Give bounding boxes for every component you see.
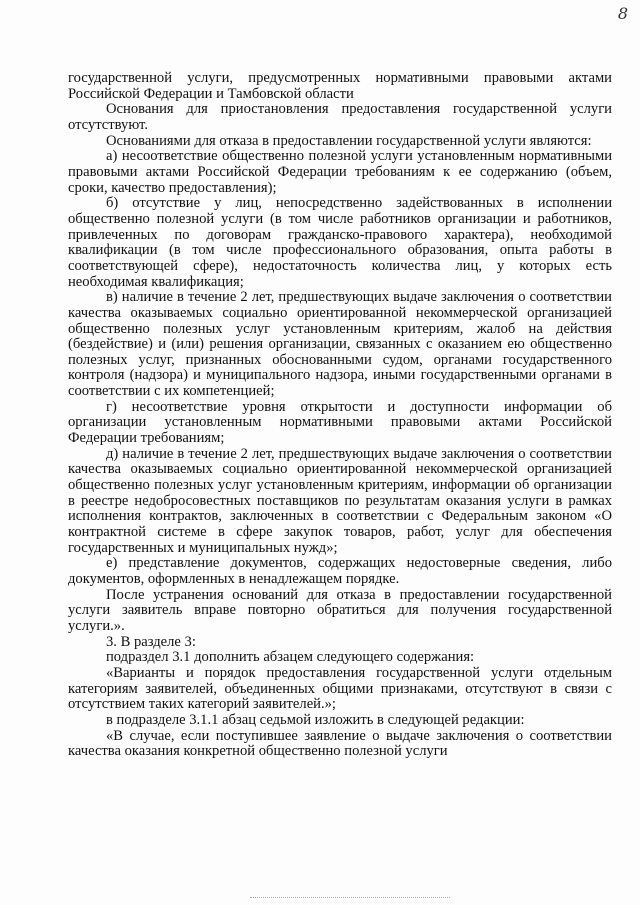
paragraph: государственной услуги, предусмотренных нормативными правовыми актами Российской Федерации и Тамбовской области xyxy=(68,70,612,102)
paragraph: д) наличие в течение 2 лет, предшествующих выдаче заключения о соответствии качества оказываемых социально ориентированной некоммерческой организацией общественно полезных услуг установленным критериям, информации об организации в реестре недобросовестных поставщиков по результатам оказания услуги в рамках исполнения контрактов, заключенных в соответствии с Федеральным законом «О контрактной системе в сфере закупок товаров, работ, услуг для обеспечения государственных и муниципальных нужд»; xyxy=(68,445,612,556)
scan-artifact-line xyxy=(250,897,450,902)
paragraph: г) несоответствие уровня открытости и доступности информации об организации установленным нормативными правовыми актами Российской Федерации требованиям; xyxy=(68,398,612,447)
paragraph: Основания для приостановления предоставления государственной услуги отсутствуют. xyxy=(68,101,612,133)
page-number: 8 xyxy=(617,4,628,23)
paragraph: а) несоответствие общественно полезной услуги установленным нормативными правовыми актами Российской Федерации требованиям к ее содержанию (объем, сроки, качество предоставления); xyxy=(68,148,612,196)
paragraph: 3. В разделе 3: xyxy=(106,633,196,650)
paragraph: «Варианты и порядок предоставления государственной услуги отдельным категориям заявителей, объединенных общими признаками, отсутствуют в связи с отсутствием таких категорий заявителей.»; xyxy=(68,664,612,713)
paragraph: «В случае, если поступившее заявление о выдаче заключения о соответствии качества оказания конкретной общественно полезной услуги xyxy=(68,727,612,760)
paragraph: е) представление документов, содержащих недостоверные сведения, либо документов, оформленных в ненадлежащем порядке. xyxy=(68,555,612,587)
paragraph: в) наличие в течение 2 лет, предшествующих выдаче заключения о соответствии качества оказываемых социально ориентированной некоммерческой организацией общественно полезных услуг установленным критериям, жалоб на действия (бездействие) и (или) решения организации, связанных с оказанием ею общественно полезных услуг, признанных обоснованными судом, органами государственного контроля (надзора) и муниципального надзора, иными государственными органами в соответствии с их компетенцией; xyxy=(68,289,612,400)
paragraph: подраздел 3.1 дополнить абзацем следующего содержания: xyxy=(106,649,475,666)
paragraph: б) отсутствие у лиц, непосредственно задействованных в исполнении общественно полезной услуги (в том числе работников организации и работников, привлеченных по договорам гражданско-правового характера), необходимой квалификации (в том числе профессионального образования, опыта работы в соответствующей сфере), недостаточность количества лиц, у которых есть необходимая квалификация; xyxy=(68,195,612,290)
paragraph: После устранения оснований для отказа в предоставлении государственной услуги заявитель вправе повторно обратиться для получения государственной услуги.». xyxy=(68,586,612,634)
paragraph: в подразделе 3.1.1 абзац седьмой изложить в следующей редакции: xyxy=(106,711,525,728)
paragraph: Основаниями для отказа в предоставлении государственной услуги являются: xyxy=(106,132,592,149)
document-body xyxy=(68,71,612,760)
